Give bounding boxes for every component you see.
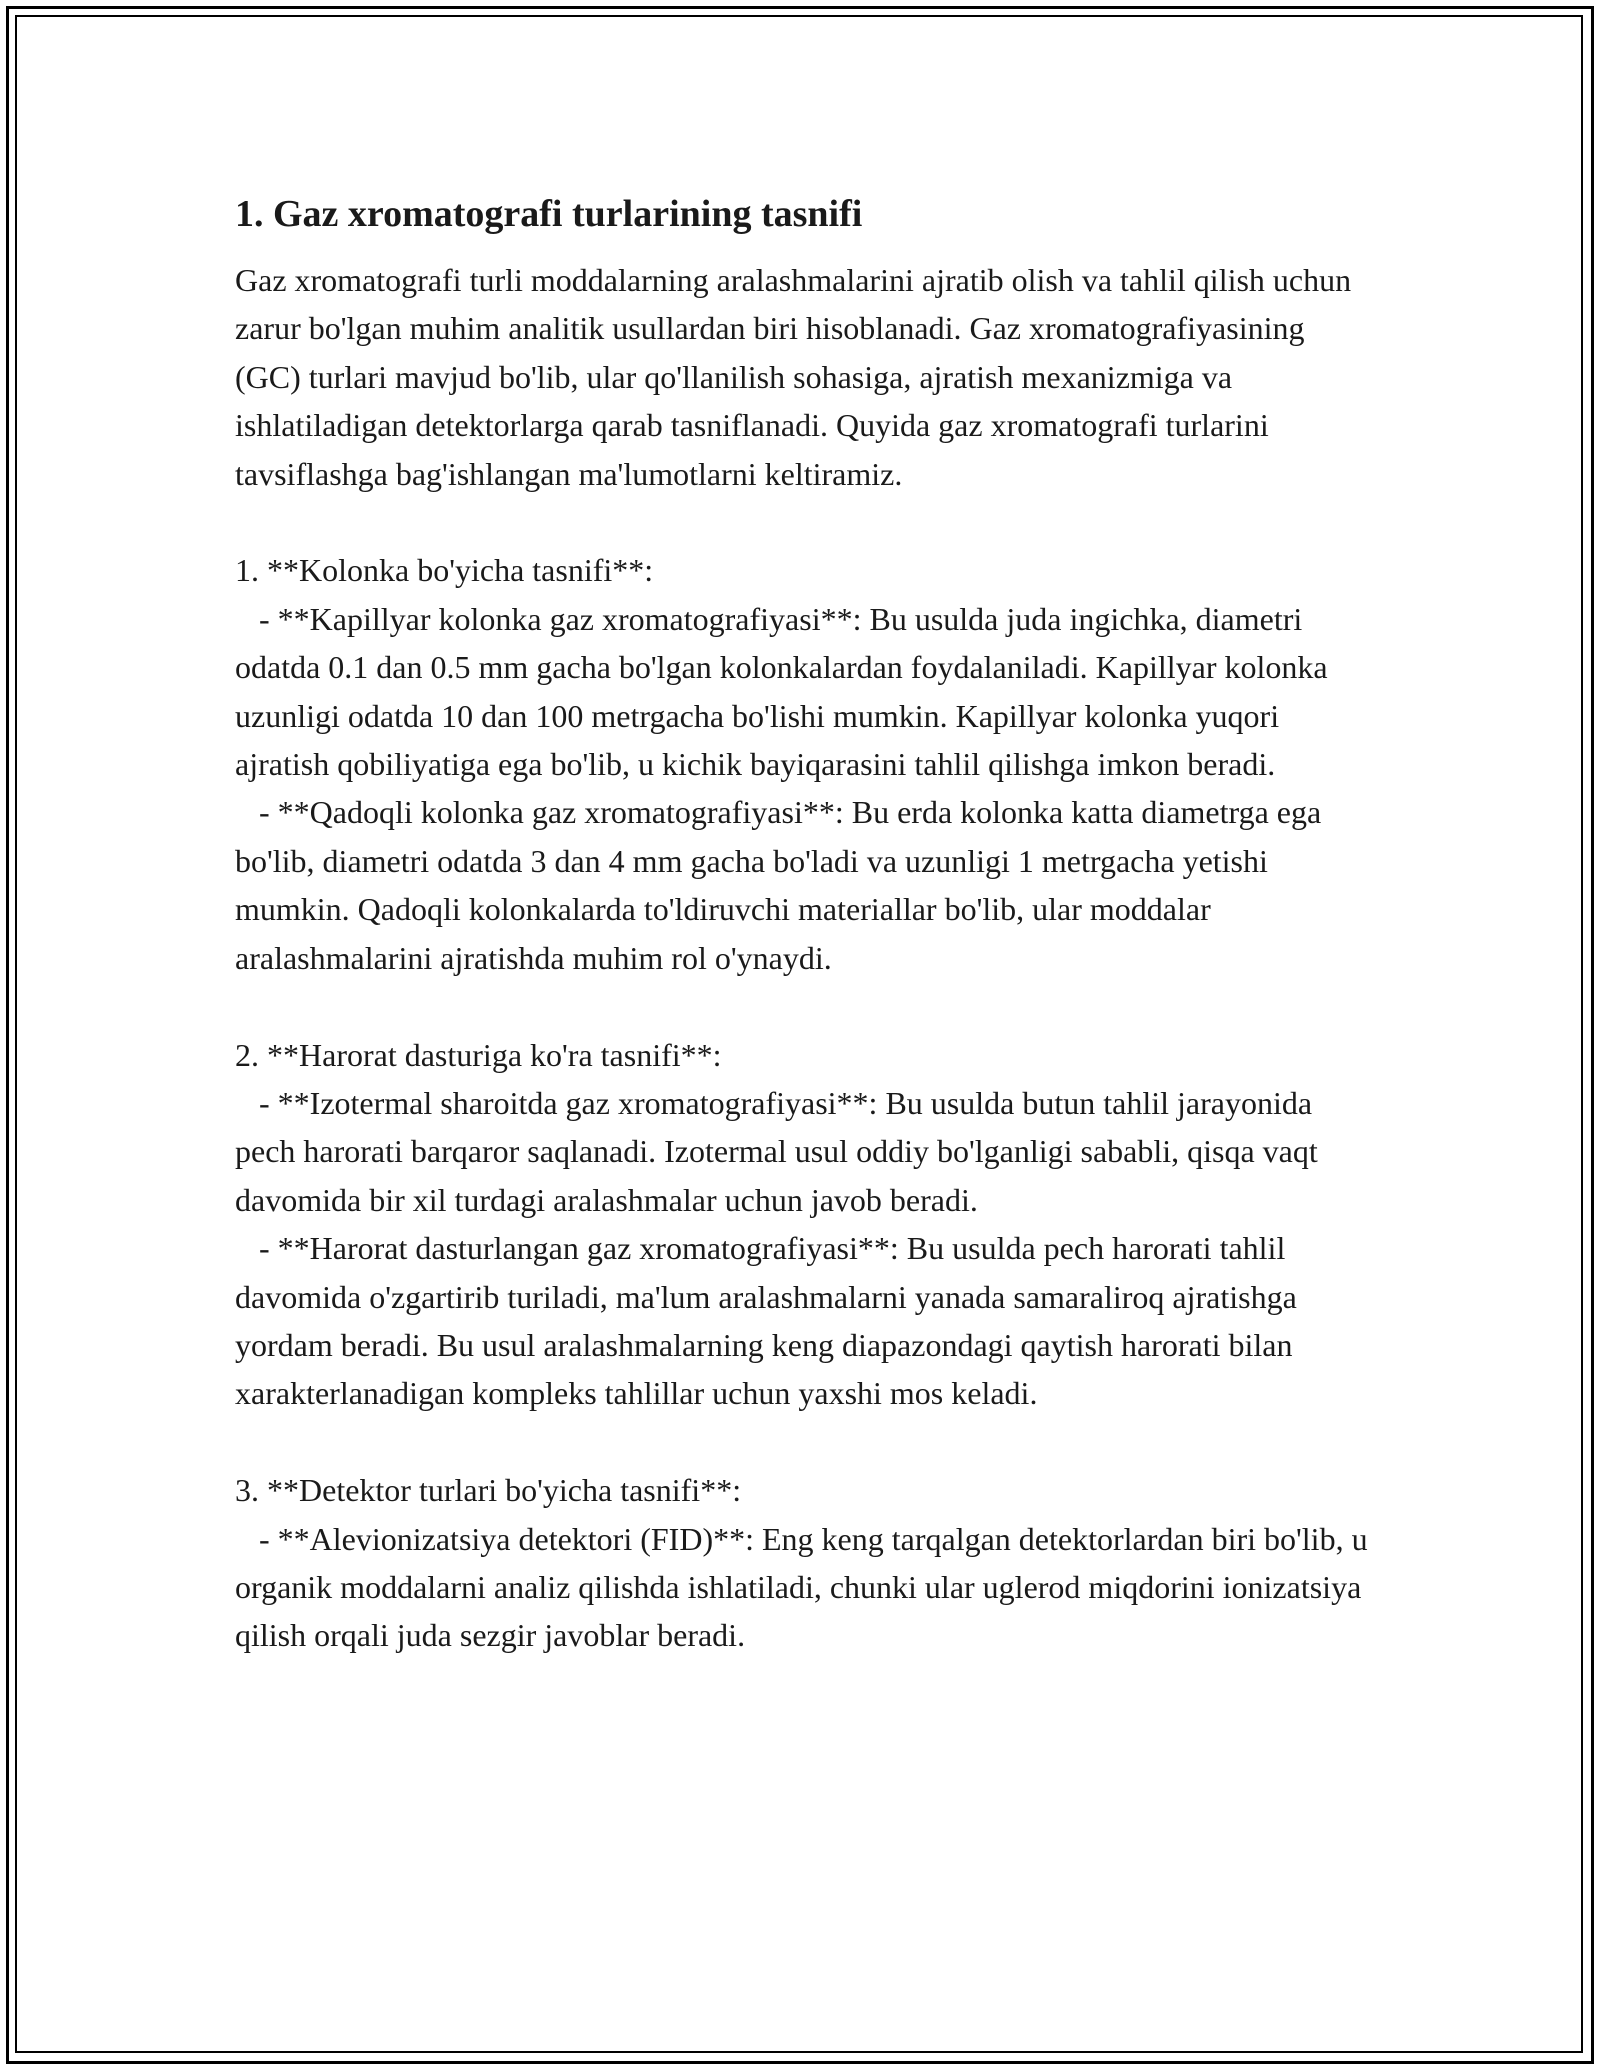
document-content bbox=[235, 188, 1375, 1660]
document-heading: 1. Gaz xromatografi turlarining tasnifi bbox=[235, 193, 863, 235]
document-body: Gaz xromatografi turli moddalarning aralashmalarini ajratib olish va tahlil qilish uchun zarur bo'lgan muhim analitik usullardan biri hisoblanadi. Gaz xromatografiyasining (GC) turlari mavjud bo'lib, ular qo'llanilish sohasiga, ajratish mexanizmiga va ishlatiladigan detektorlarga qarab tasniflanadi. Quyida gaz xromatografi turlarini tavsiflashga bag'ishlangan ma'lumotlarni keltiramiz. 1. **Kolonka bo'yicha tasnifi**: - **Kapillyar kolonka gaz xromatografiyasi**: Bu usulda juda ingichka, diametri odatda 0.1 dan 0.5 mm gacha bo'lgan kolonkalardan foydalaniladi. Kapillyar kolonka uzunligi odatda 10 dan 100 metrgacha bo'lishi mumkin. Kapillyar kolonka yuqori ajratish qobiliyatiga ega bo'lib, u kichik bayiqarasini tahlil qilishga imkon beradi. - **Qadoqli kolonka gaz xromatografiyasi**: Bu erda kolonka katta diametrga ega bo'lib, diametri odatda 3 dan 4 mm gacha bo'ladi va uzunligi 1 metrgacha yetishi mumkin. Qadoqli kolonkalarda to'ldiruvchi materiallar bo'lib, ular moddalar aralashmalarini ajratishda muhim rol o'ynaydi. 2. **Harorat dasturiga ko'ra tasnifi**: - **Izotermal sharoitda gaz xromatografiyasi**: Bu usulda butun tahlil jarayonida pech harorati barqaror saqlanadi. Izotermal usul oddiy bo'lganligi sababli, qisqa vaqt davomida bir xil turdagi aralashmalar uchun javob beradi. - **Harorat dasturlangan gaz xromatografiyasi**: Bu usulda pech harorati tahlil davomida o'zgartirib turiladi, ma'lum aralashmalarni yanada samaraliroq ajratishga yordam beradi. Bu usul aralashmalarning keng diapazondagi qaytish harorati bilan xarakterlanadigan kompleks tahlillar uchun yaxshi mos keladi. 3. **Detektor turlari bo'yicha tasnifi**: - **Alevionizatsiya detektori (FID)**: Eng keng tarqalgan detektorlardan biri bo'lib, u organik moddalarni analiz qilishda ishlatiladi, chunki ular uglerod miqdorini ionizatsiya qilish orqali juda sezgir javoblar beradi. bbox=[235, 262, 1368, 1654]
